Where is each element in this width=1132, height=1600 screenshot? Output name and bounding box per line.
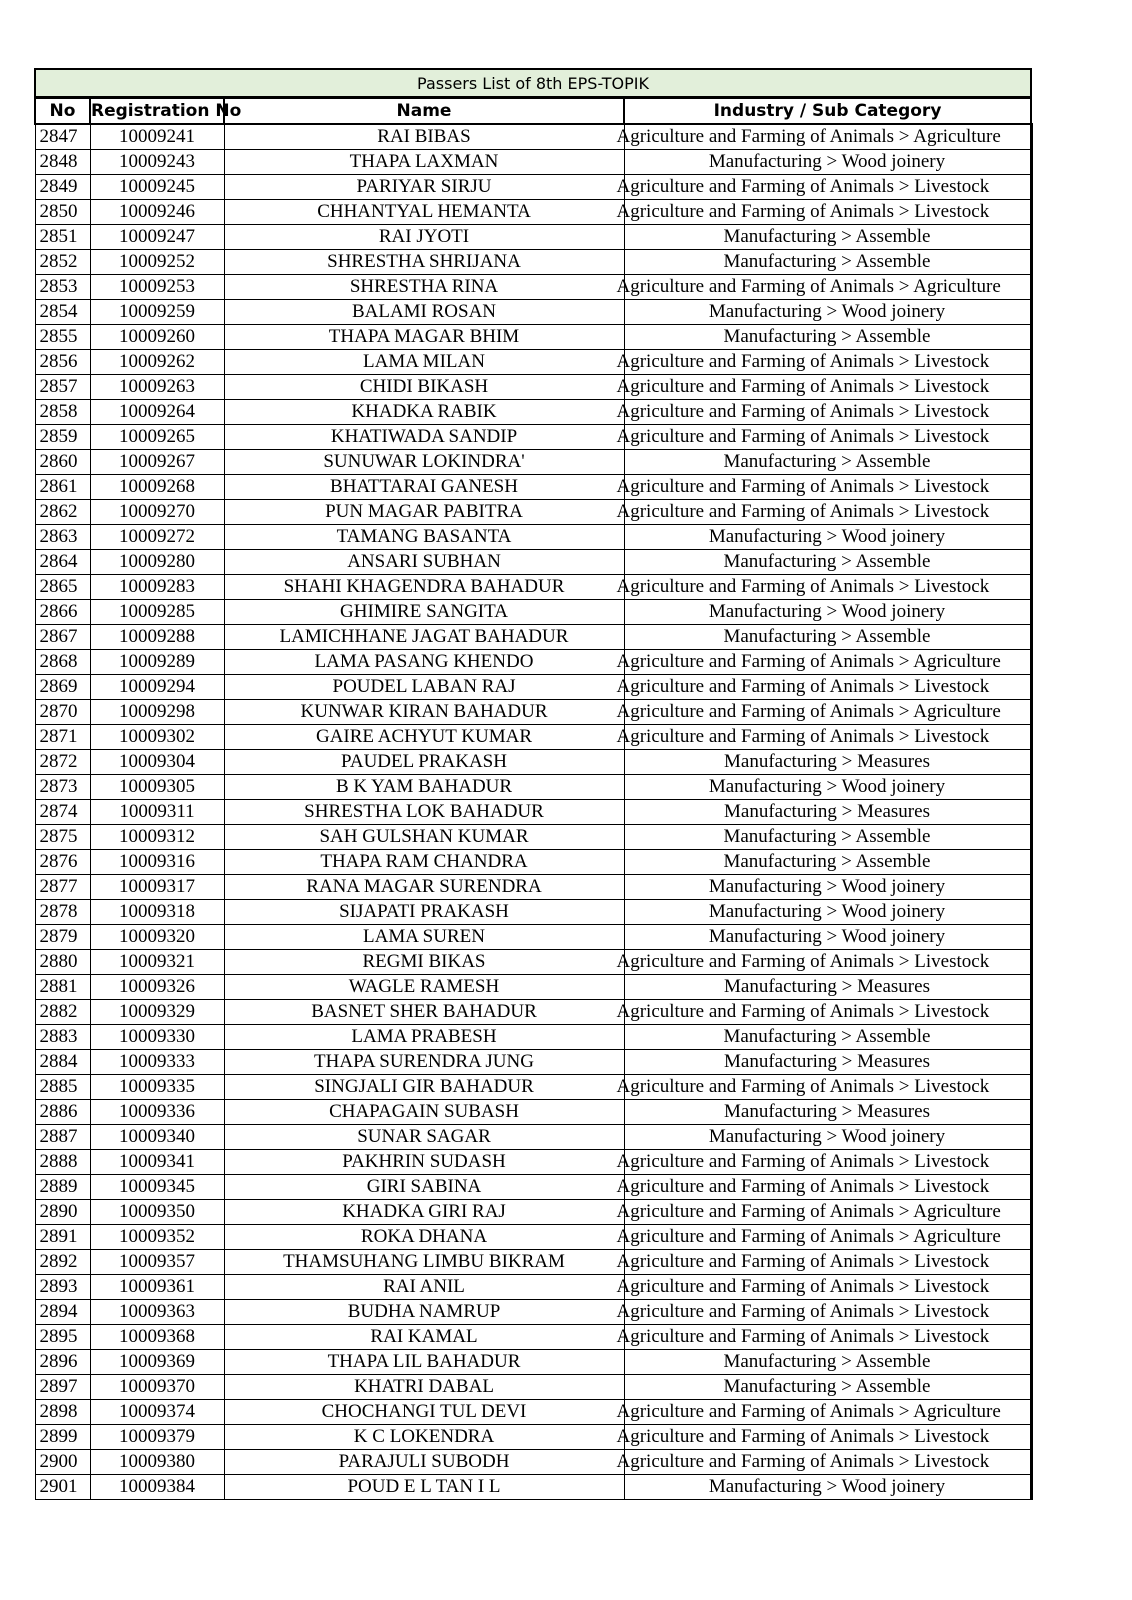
- cell-name: RAI JYOTI: [224, 225, 624, 250]
- cell-registration-no: 10009241: [90, 124, 224, 150]
- cell-registration-no: 10009302: [90, 725, 224, 750]
- cell-no: 2880: [35, 950, 90, 975]
- cell-industry: Agriculture and Farming of Animals > Livestock: [624, 425, 1031, 450]
- cell-no: 2887: [35, 1125, 90, 1150]
- title-row: [35, 69, 1031, 98]
- cell-registration-no: 10009352: [90, 1225, 224, 1250]
- cell-registration-no: 10009379: [90, 1425, 224, 1450]
- sheet-title: Passers List of 8th EPS-TOPIK: [35, 69, 1031, 98]
- cell-name: SIJAPATI PRAKASH: [224, 900, 624, 925]
- cell-industry: Manufacturing > Assemble: [624, 825, 1031, 850]
- cell-industry: Agriculture and Farming of Animals > Livestock: [624, 1275, 1031, 1300]
- cell-name: CHAPAGAIN SUBASH: [224, 1100, 624, 1125]
- column-header-no: No: [35, 98, 90, 125]
- cell-industry: Manufacturing > Measures: [624, 800, 1031, 825]
- cell-industry: Agriculture and Farming of Animals > Livestock: [624, 375, 1031, 400]
- cell-no: 2861: [35, 475, 90, 500]
- cell-name: ANSARI SUBHAN: [224, 550, 624, 575]
- cell-no: 2876: [35, 850, 90, 875]
- cell-name: POUD E L TAN I L: [224, 1475, 624, 1500]
- cell-name: KUNWAR KIRAN BAHADUR: [224, 700, 624, 725]
- cell-registration-no: 10009288: [90, 625, 224, 650]
- cell-name: RAI KAMAL: [224, 1325, 624, 1350]
- cell-name: THAMSUHANG LIMBU BIKRAM: [224, 1250, 624, 1275]
- cell-name: GAIRE ACHYUT KUMAR: [224, 725, 624, 750]
- table-row: [35, 675, 1031, 700]
- cell-industry: Agriculture and Farming of Animals > Livestock: [624, 200, 1031, 225]
- table-row: [35, 175, 1031, 200]
- cell-registration-no: 10009333: [90, 1050, 224, 1075]
- cell-registration-no: 10009304: [90, 750, 224, 775]
- cell-registration-no: 10009350: [90, 1200, 224, 1225]
- table-row: [35, 1075, 1031, 1100]
- cell-name: KHATIWADA SANDIP: [224, 425, 624, 450]
- table-row: [35, 575, 1031, 600]
- cell-registration-no: 10009285: [90, 600, 224, 625]
- cell-industry: Manufacturing > Wood joinery: [624, 875, 1031, 900]
- cell-industry: Manufacturing > Assemble: [624, 325, 1031, 350]
- cell-name: THAPA SURENDRA JUNG: [224, 1050, 624, 1075]
- table-row: [35, 1225, 1031, 1250]
- cell-name: PAUDEL PRAKASH: [224, 750, 624, 775]
- cell-no: 2852: [35, 250, 90, 275]
- cell-no: 2901: [35, 1475, 90, 1500]
- cell-industry: Agriculture and Farming of Animals > Livestock: [624, 1250, 1031, 1275]
- table-row: [35, 1425, 1031, 1450]
- cell-registration-no: 10009294: [90, 675, 224, 700]
- cell-industry: Manufacturing > Wood joinery: [624, 525, 1031, 550]
- cell-industry: Manufacturing > Measures: [624, 750, 1031, 775]
- cell-industry: Manufacturing > Measures: [624, 1100, 1031, 1125]
- cell-name: BHATTARAI GANESH: [224, 475, 624, 500]
- cell-registration-no: 10009311: [90, 800, 224, 825]
- table-row: [35, 1300, 1031, 1325]
- cell-registration-no: 10009259: [90, 300, 224, 325]
- cell-name: SHRESTHA SHRIJANA: [224, 250, 624, 275]
- cell-industry: Agriculture and Farming of Animals > Livestock: [624, 950, 1031, 975]
- cell-no: 2899: [35, 1425, 90, 1450]
- cell-industry: Agriculture and Farming of Animals > Livestock: [624, 400, 1031, 425]
- cell-no: 2849: [35, 175, 90, 200]
- cell-name: K C LOKENDRA: [224, 1425, 624, 1450]
- cell-no: 2888: [35, 1150, 90, 1175]
- cell-name: REGMI BIKAS: [224, 950, 624, 975]
- cell-name: SUNUWAR LOKINDRA': [224, 450, 624, 475]
- table-row: [35, 124, 1031, 150]
- cell-no: 2875: [35, 825, 90, 850]
- cell-name: LAMICHHANE JAGAT BAHADUR: [224, 625, 624, 650]
- cell-industry: Agriculture and Farming of Animals > Livestock: [624, 1325, 1031, 1350]
- cell-no: 2894: [35, 1300, 90, 1325]
- cell-name: SINGJALI GIR BAHADUR: [224, 1075, 624, 1100]
- table-row: [35, 975, 1031, 1000]
- table-row: [35, 850, 1031, 875]
- cell-industry: Agriculture and Farming of Animals > Livestock: [624, 1175, 1031, 1200]
- cell-name: THAPA LAXMAN: [224, 150, 624, 175]
- cell-registration-no: 10009272: [90, 525, 224, 550]
- cell-name: CHHANTYAL HEMANTA: [224, 200, 624, 225]
- cell-name: SHRESTHA LOK BAHADUR: [224, 800, 624, 825]
- cell-industry: Manufacturing > Wood joinery: [624, 925, 1031, 950]
- cell-industry: Agriculture and Farming of Animals > Livestock: [624, 175, 1031, 200]
- cell-name: SAH GULSHAN KUMAR: [224, 825, 624, 850]
- cell-no: 2878: [35, 900, 90, 925]
- cell-name: CHIDI BIKASH: [224, 375, 624, 400]
- cell-name: LAMA SUREN: [224, 925, 624, 950]
- cell-name: SHRESTHA RINA: [224, 275, 624, 300]
- cell-name: TAMANG BASANTA: [224, 525, 624, 550]
- cell-registration-no: 10009270: [90, 500, 224, 525]
- cell-no: 2890: [35, 1200, 90, 1225]
- table-row: [35, 700, 1031, 725]
- cell-industry: Manufacturing > Assemble: [624, 450, 1031, 475]
- cell-no: 2860: [35, 450, 90, 475]
- cell-industry: Agriculture and Farming of Animals > Livestock: [624, 1000, 1031, 1025]
- cell-registration-no: 10009245: [90, 175, 224, 200]
- cell-registration-no: 10009357: [90, 1250, 224, 1275]
- cell-no: 2869: [35, 675, 90, 700]
- cell-no: 2889: [35, 1175, 90, 1200]
- cell-registration-no: 10009368: [90, 1325, 224, 1350]
- cell-registration-no: 10009330: [90, 1025, 224, 1050]
- table-row: [35, 325, 1031, 350]
- cell-name: LAMA PASANG KHENDO: [224, 650, 624, 675]
- cell-no: 2874: [35, 800, 90, 825]
- cell-no: 2848: [35, 150, 90, 175]
- cell-name: PUN MAGAR PABITRA: [224, 500, 624, 525]
- cell-registration-no: 10009267: [90, 450, 224, 475]
- cell-name: CHOCHANGI TUL DEVI: [224, 1400, 624, 1425]
- cell-no: 2850: [35, 200, 90, 225]
- cell-industry: Manufacturing > Wood joinery: [624, 1125, 1031, 1150]
- table-row: [35, 1375, 1031, 1400]
- cell-registration-no: 10009384: [90, 1475, 224, 1500]
- cell-no: 2855: [35, 325, 90, 350]
- cell-no: 2865: [35, 575, 90, 600]
- cell-name: WAGLE RAMESH: [224, 975, 624, 1000]
- cell-no: 2891: [35, 1225, 90, 1250]
- cell-registration-no: 10009336: [90, 1100, 224, 1125]
- cell-registration-no: 10009298: [90, 700, 224, 725]
- cell-registration-no: 10009262: [90, 350, 224, 375]
- cell-name: SUNAR SAGAR: [224, 1125, 624, 1150]
- cell-no: 2893: [35, 1275, 90, 1300]
- table-row: [35, 1050, 1031, 1075]
- cell-no: 2881: [35, 975, 90, 1000]
- cell-registration-no: 10009318: [90, 900, 224, 925]
- table-row: [35, 900, 1031, 925]
- cell-name: B K YAM BAHADUR: [224, 775, 624, 800]
- cell-name: RAI ANIL: [224, 1275, 624, 1300]
- cell-no: 2886: [35, 1100, 90, 1125]
- cell-registration-no: 10009374: [90, 1400, 224, 1425]
- cell-industry: Manufacturing > Measures: [624, 1050, 1031, 1075]
- cell-industry: Manufacturing > Assemble: [624, 1375, 1031, 1400]
- cell-name: KHADKA GIRI RAJ: [224, 1200, 624, 1225]
- cell-registration-no: 10009312: [90, 825, 224, 850]
- cell-name: LAMA MILAN: [224, 350, 624, 375]
- cell-industry: Manufacturing > Wood joinery: [624, 775, 1031, 800]
- table-row: [35, 625, 1031, 650]
- cell-registration-no: 10009316: [90, 850, 224, 875]
- cell-registration-no: 10009320: [90, 925, 224, 950]
- cell-no: 2856: [35, 350, 90, 375]
- cell-industry: Agriculture and Farming of Animals > Agriculture: [624, 1400, 1031, 1425]
- cell-name: BALAMI ROSAN: [224, 300, 624, 325]
- cell-no: 2870: [35, 700, 90, 725]
- cell-no: 2868: [35, 650, 90, 675]
- cell-industry: Manufacturing > Assemble: [624, 1350, 1031, 1375]
- cell-industry: Manufacturing > Assemble: [624, 850, 1031, 875]
- cell-industry: Agriculture and Farming of Animals > Agriculture: [624, 650, 1031, 675]
- cell-industry: Manufacturing > Wood joinery: [624, 900, 1031, 925]
- cell-industry: Agriculture and Farming of Animals > Livestock: [624, 725, 1031, 750]
- cell-registration-no: 10009253: [90, 275, 224, 300]
- cell-name: KHATRI DABAL: [224, 1375, 624, 1400]
- cell-name: POUDEL LABAN RAJ: [224, 675, 624, 700]
- cell-registration-no: 10009268: [90, 475, 224, 500]
- cell-no: 2862: [35, 500, 90, 525]
- table-row: [35, 475, 1031, 500]
- cell-no: 2864: [35, 550, 90, 575]
- cell-no: 2884: [35, 1050, 90, 1075]
- cell-no: 2853: [35, 275, 90, 300]
- table-row: [35, 650, 1031, 675]
- cell-no: 2871: [35, 725, 90, 750]
- cell-registration-no: 10009289: [90, 650, 224, 675]
- table-row: [35, 600, 1031, 625]
- table-row: [35, 1250, 1031, 1275]
- column-header-registration-no: Registration No: [90, 98, 224, 125]
- cell-industry: Agriculture and Farming of Animals > Livestock: [624, 500, 1031, 525]
- table-row: [35, 825, 1031, 850]
- cell-registration-no: 10009326: [90, 975, 224, 1000]
- table-row: [35, 1150, 1031, 1175]
- table-row: [35, 250, 1031, 275]
- table-row: [35, 750, 1031, 775]
- cell-registration-no: 10009283: [90, 575, 224, 600]
- passers-list-sheet: [34, 68, 1030, 1500]
- cell-industry: Manufacturing > Assemble: [624, 625, 1031, 650]
- table-row: [35, 1325, 1031, 1350]
- table-row: [35, 925, 1031, 950]
- cell-name: BUDHA NAMRUP: [224, 1300, 624, 1325]
- cell-no: 2859: [35, 425, 90, 450]
- cell-registration-no: 10009329: [90, 1000, 224, 1025]
- cell-no: 2892: [35, 1250, 90, 1275]
- cell-no: 2896: [35, 1350, 90, 1375]
- cell-industry: Agriculture and Farming of Animals > Livestock: [624, 1300, 1031, 1325]
- table-row: [35, 350, 1031, 375]
- cell-registration-no: 10009380: [90, 1450, 224, 1475]
- cell-industry: Agriculture and Farming of Animals > Agriculture: [624, 275, 1031, 300]
- table-row: [35, 1000, 1031, 1025]
- table-row: [35, 400, 1031, 425]
- table-row: [35, 1475, 1031, 1500]
- table-row: [35, 1350, 1031, 1375]
- cell-industry: Agriculture and Farming of Animals > Livestock: [624, 575, 1031, 600]
- header-row: [35, 98, 1031, 125]
- cell-registration-no: 10009280: [90, 550, 224, 575]
- cell-industry: Manufacturing > Assemble: [624, 250, 1031, 275]
- cell-industry: Manufacturing > Wood joinery: [624, 600, 1031, 625]
- table-row: [35, 425, 1031, 450]
- cell-name: PARIYAR SIRJU: [224, 175, 624, 200]
- cell-name: KHADKA RABIK: [224, 400, 624, 425]
- cell-name: GIRI SABINA: [224, 1175, 624, 1200]
- cell-industry: Agriculture and Farming of Animals > Livestock: [624, 675, 1031, 700]
- cell-registration-no: 10009263: [90, 375, 224, 400]
- cell-industry: Agriculture and Farming of Animals > Livestock: [624, 350, 1031, 375]
- table-row: [35, 725, 1031, 750]
- cell-registration-no: 10009260: [90, 325, 224, 350]
- cell-registration-no: 10009363: [90, 1300, 224, 1325]
- cell-no: 2898: [35, 1400, 90, 1425]
- cell-registration-no: 10009361: [90, 1275, 224, 1300]
- cell-no: 2854: [35, 300, 90, 325]
- cell-industry: Agriculture and Farming of Animals > Agriculture: [624, 1225, 1031, 1250]
- cell-no: 2885: [35, 1075, 90, 1100]
- table-row: [35, 1275, 1031, 1300]
- table-row: [35, 500, 1031, 525]
- table-body: [35, 124, 1031, 1500]
- cell-registration-no: 10009243: [90, 150, 224, 175]
- cell-industry: Manufacturing > Assemble: [624, 1025, 1031, 1050]
- cell-no: 2866: [35, 600, 90, 625]
- table-row: [35, 200, 1031, 225]
- cell-registration-no: 10009317: [90, 875, 224, 900]
- cell-registration-no: 10009252: [90, 250, 224, 275]
- table-row: [35, 450, 1031, 475]
- cell-name: LAMA PRABESH: [224, 1025, 624, 1050]
- table-row: [35, 150, 1031, 175]
- cell-no: 2851: [35, 225, 90, 250]
- cell-registration-no: 10009335: [90, 1075, 224, 1100]
- cell-no: 2877: [35, 875, 90, 900]
- table-row: [35, 550, 1031, 575]
- table-row: [35, 1100, 1031, 1125]
- cell-no: 2863: [35, 525, 90, 550]
- table-row: [35, 300, 1031, 325]
- cell-name: GHIMIRE SANGITA: [224, 600, 624, 625]
- table-row: [35, 1200, 1031, 1225]
- cell-name: THAPA RAM CHANDRA: [224, 850, 624, 875]
- cell-no: 2867: [35, 625, 90, 650]
- cell-industry: Manufacturing > Wood joinery: [624, 1475, 1031, 1500]
- cell-no: 2857: [35, 375, 90, 400]
- cell-industry: Manufacturing > Wood joinery: [624, 150, 1031, 175]
- cell-industry: Agriculture and Farming of Animals > Livestock: [624, 475, 1031, 500]
- cell-industry: Manufacturing > Assemble: [624, 550, 1031, 575]
- cell-industry: Agriculture and Farming of Animals > Livestock: [624, 1150, 1031, 1175]
- cell-name: BASNET SHER BAHADUR: [224, 1000, 624, 1025]
- table-row: [35, 525, 1031, 550]
- table-row: [35, 950, 1031, 975]
- cell-name: RANA MAGAR SURENDRA: [224, 875, 624, 900]
- cell-registration-no: 10009341: [90, 1150, 224, 1175]
- cell-registration-no: 10009340: [90, 1125, 224, 1150]
- cell-no: 2847: [35, 124, 90, 150]
- cell-industry: Agriculture and Farming of Animals > Livestock: [624, 1075, 1031, 1100]
- cell-no: 2873: [35, 775, 90, 800]
- cell-name: THAPA MAGAR BHIM: [224, 325, 624, 350]
- cell-industry: Agriculture and Farming of Animals > Agriculture: [624, 1200, 1031, 1225]
- table-row: [35, 225, 1031, 250]
- table-row: [35, 1125, 1031, 1150]
- cell-registration-no: 10009264: [90, 400, 224, 425]
- cell-registration-no: 10009305: [90, 775, 224, 800]
- column-header-industry: Industry / Sub Category: [624, 98, 1031, 125]
- cell-industry: Agriculture and Farming of Animals > Agriculture: [624, 700, 1031, 725]
- cell-registration-no: 10009247: [90, 225, 224, 250]
- cell-no: 2882: [35, 1000, 90, 1025]
- cell-industry: Agriculture and Farming of Animals > Livestock: [624, 1450, 1031, 1475]
- passers-table: [34, 68, 1033, 1500]
- table-row: [35, 1025, 1031, 1050]
- cell-name: ROKA DHANA: [224, 1225, 624, 1250]
- cell-no: 2883: [35, 1025, 90, 1050]
- cell-registration-no: 10009265: [90, 425, 224, 450]
- cell-no: 2858: [35, 400, 90, 425]
- cell-registration-no: 10009345: [90, 1175, 224, 1200]
- table-row: [35, 275, 1031, 300]
- cell-registration-no: 10009246: [90, 200, 224, 225]
- cell-industry: Manufacturing > Wood joinery: [624, 300, 1031, 325]
- cell-no: 2897: [35, 1375, 90, 1400]
- table-row: [35, 800, 1031, 825]
- cell-registration-no: 10009321: [90, 950, 224, 975]
- column-header-name: Name: [224, 98, 624, 125]
- cell-industry: Agriculture and Farming of Animals > Agriculture: [624, 124, 1031, 150]
- table-row: [35, 375, 1031, 400]
- cell-no: 2879: [35, 925, 90, 950]
- cell-name: PAKHRIN SUDASH: [224, 1150, 624, 1175]
- cell-name: SHAHI KHAGENDRA BAHADUR: [224, 575, 624, 600]
- cell-name: PARAJULI SUBODH: [224, 1450, 624, 1475]
- table-row: [35, 875, 1031, 900]
- table-row: [35, 1450, 1031, 1475]
- cell-industry: Manufacturing > Measures: [624, 975, 1031, 1000]
- cell-industry: Agriculture and Farming of Animals > Livestock: [624, 1425, 1031, 1450]
- cell-name: THAPA LIL BAHADUR: [224, 1350, 624, 1375]
- cell-no: 2895: [35, 1325, 90, 1350]
- table-row: [35, 1175, 1031, 1200]
- table-row: [35, 1400, 1031, 1425]
- cell-no: 2900: [35, 1450, 90, 1475]
- table-row: [35, 775, 1031, 800]
- cell-name: RAI BIBAS: [224, 124, 624, 150]
- cell-industry: Manufacturing > Assemble: [624, 225, 1031, 250]
- cell-registration-no: 10009370: [90, 1375, 224, 1400]
- cell-registration-no: 10009369: [90, 1350, 224, 1375]
- cell-no: 2872: [35, 750, 90, 775]
